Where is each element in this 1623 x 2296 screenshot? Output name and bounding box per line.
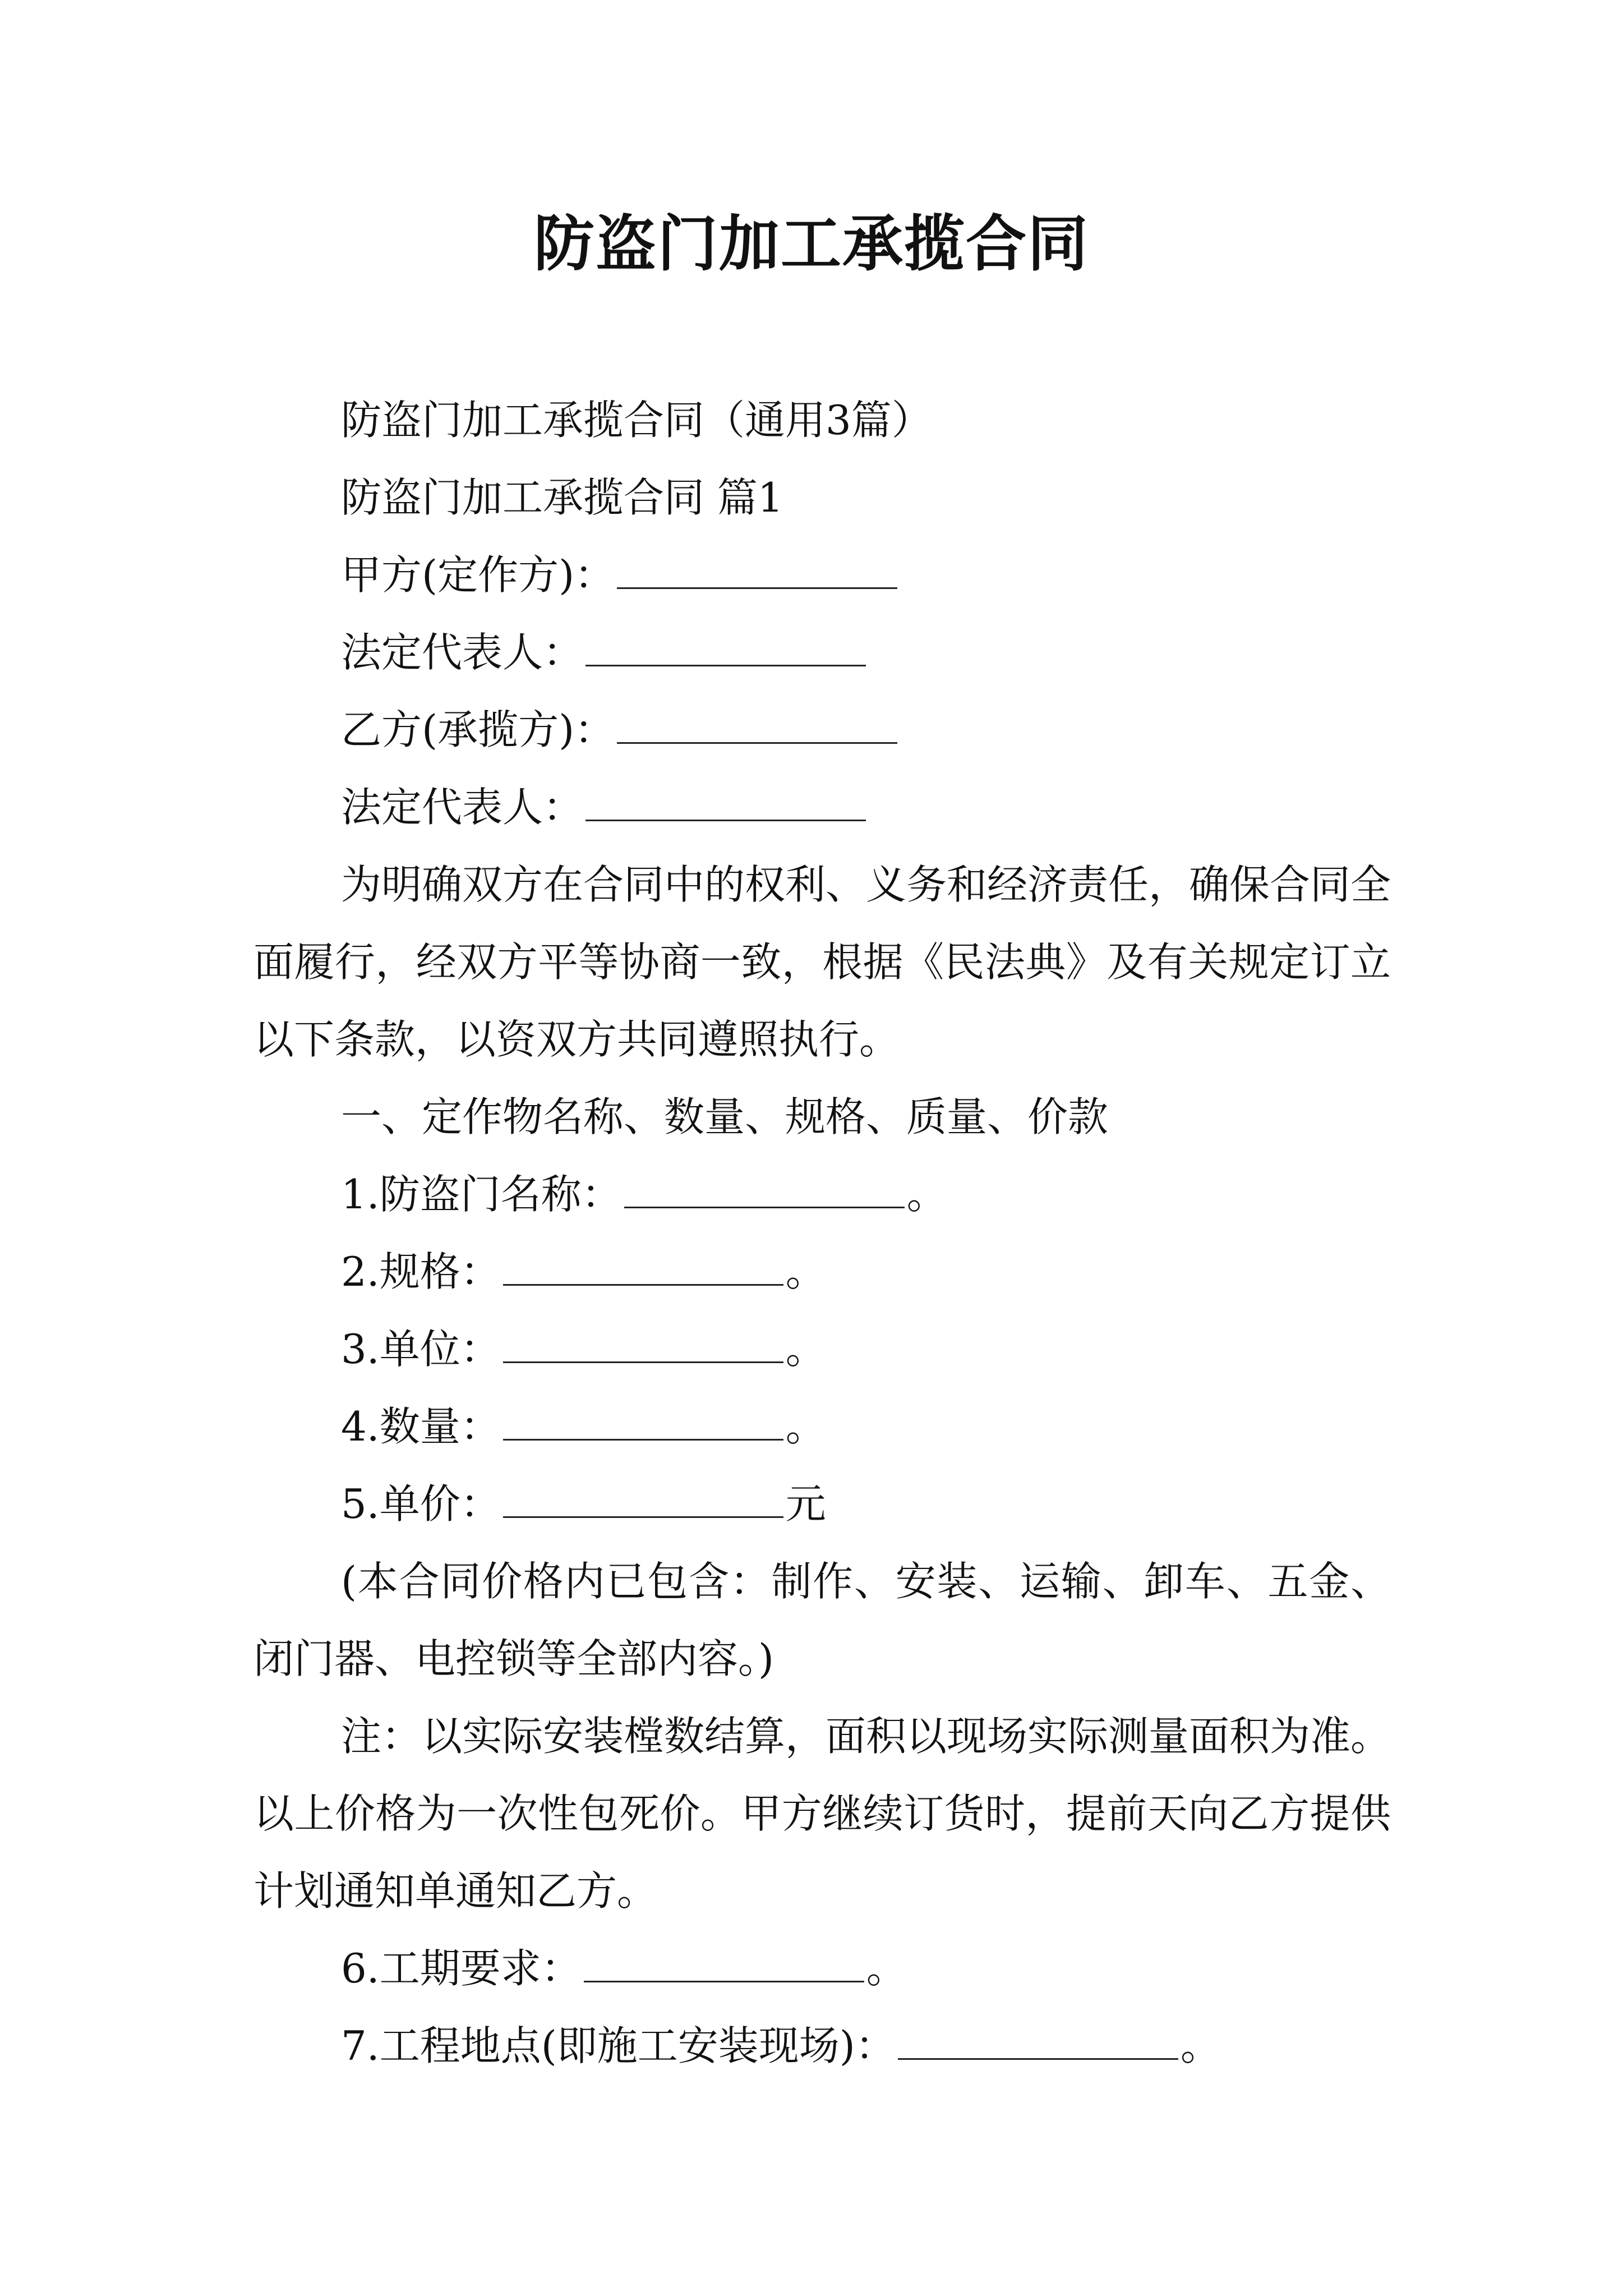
- item-4-label: 4.数量：: [341, 1403, 501, 1450]
- item-5-line: [253, 1465, 1391, 1543]
- item-2-blank: [503, 1253, 783, 1286]
- item-7-blank: [898, 2027, 1178, 2060]
- item-4-line: [253, 1388, 1391, 1465]
- party-b-rep-label: 法定代表人：: [341, 784, 584, 831]
- clause-1-heading: 一、定作物名称、数量、规格、质量、价款: [341, 1093, 1109, 1140]
- section-heading: 防盗门加工承揽合同 篇1: [341, 474, 783, 521]
- item-4-blank: [503, 1407, 783, 1441]
- item-5-unit: 元: [785, 1480, 826, 1527]
- item-2-label: 2.规格：: [341, 1248, 501, 1295]
- party-a-blank: [617, 556, 897, 589]
- party-b-rep-line: [253, 769, 1391, 846]
- item-3-line: [253, 1310, 1391, 1388]
- item-2-line: [253, 1233, 1391, 1310]
- item-1-line: [253, 1156, 1391, 1233]
- party-a-rep-line: [253, 614, 1391, 691]
- item-3-period: 。: [785, 1326, 826, 1373]
- item-3-blank: [503, 1330, 783, 1363]
- party-b-label: 乙方(承揽方)：: [341, 706, 615, 753]
- item-1-period: 。: [906, 1171, 947, 1218]
- remark: 注：以实际安装樘数结算，面积以现场实际测量面积为准。以上价格为一次性包死价。甲方继续订货时，提前天向乙方提供计划通知单通知乙方。: [253, 1713, 1391, 1915]
- item-2-period: 。: [785, 1248, 826, 1295]
- party-b-rep-blank: [585, 788, 866, 821]
- party-b-line: [253, 691, 1391, 769]
- item-7-line: [253, 2007, 1391, 2085]
- item-6-label: 6.工期要求：: [341, 1945, 582, 1992]
- item-4-period: 。: [785, 1403, 826, 1450]
- preamble: 为明确双方在合同中的权利、义务和经济责任，确保合同全面履行，经双方平等协商一致，根据《民法典》及有关规定订立以下条款，以资双方共同遵照执行。: [253, 861, 1391, 1063]
- item-7-period: 。: [1180, 2022, 1221, 2069]
- item-1-label: 1.防盗门名称：: [341, 1171, 622, 1218]
- item-5-blank: [503, 1485, 783, 1518]
- party-a-line: [253, 536, 1391, 614]
- party-a-rep-label: 法定代表人：: [341, 629, 584, 676]
- item-6-line: [253, 1930, 1391, 2007]
- item-1-blank: [624, 1175, 905, 1208]
- item-6-period: 。: [866, 1945, 907, 1992]
- item-5-label: 5.单价：: [341, 1480, 501, 1527]
- price-note: (本合同价格内已包含：制作、安装、运输、卸车、五金、闭门器、电控锁等全部内容。): [253, 1558, 1391, 1682]
- item-7-label: 7.工程地点(即施工安装现场)：: [341, 2022, 896, 2069]
- party-a-label: 甲方(定作方)：: [341, 551, 615, 599]
- document-body: [253, 381, 1391, 2085]
- party-a-rep-blank: [585, 633, 866, 666]
- party-b-blank: [617, 711, 897, 744]
- item-6-blank: [584, 1949, 864, 1982]
- subtitle: 防盗门加工承揽合同（通用3篇）: [341, 397, 932, 444]
- document-title: 防盗门加工承揽合同: [533, 209, 1089, 279]
- item-3-label: 3.单位：: [341, 1326, 501, 1373]
